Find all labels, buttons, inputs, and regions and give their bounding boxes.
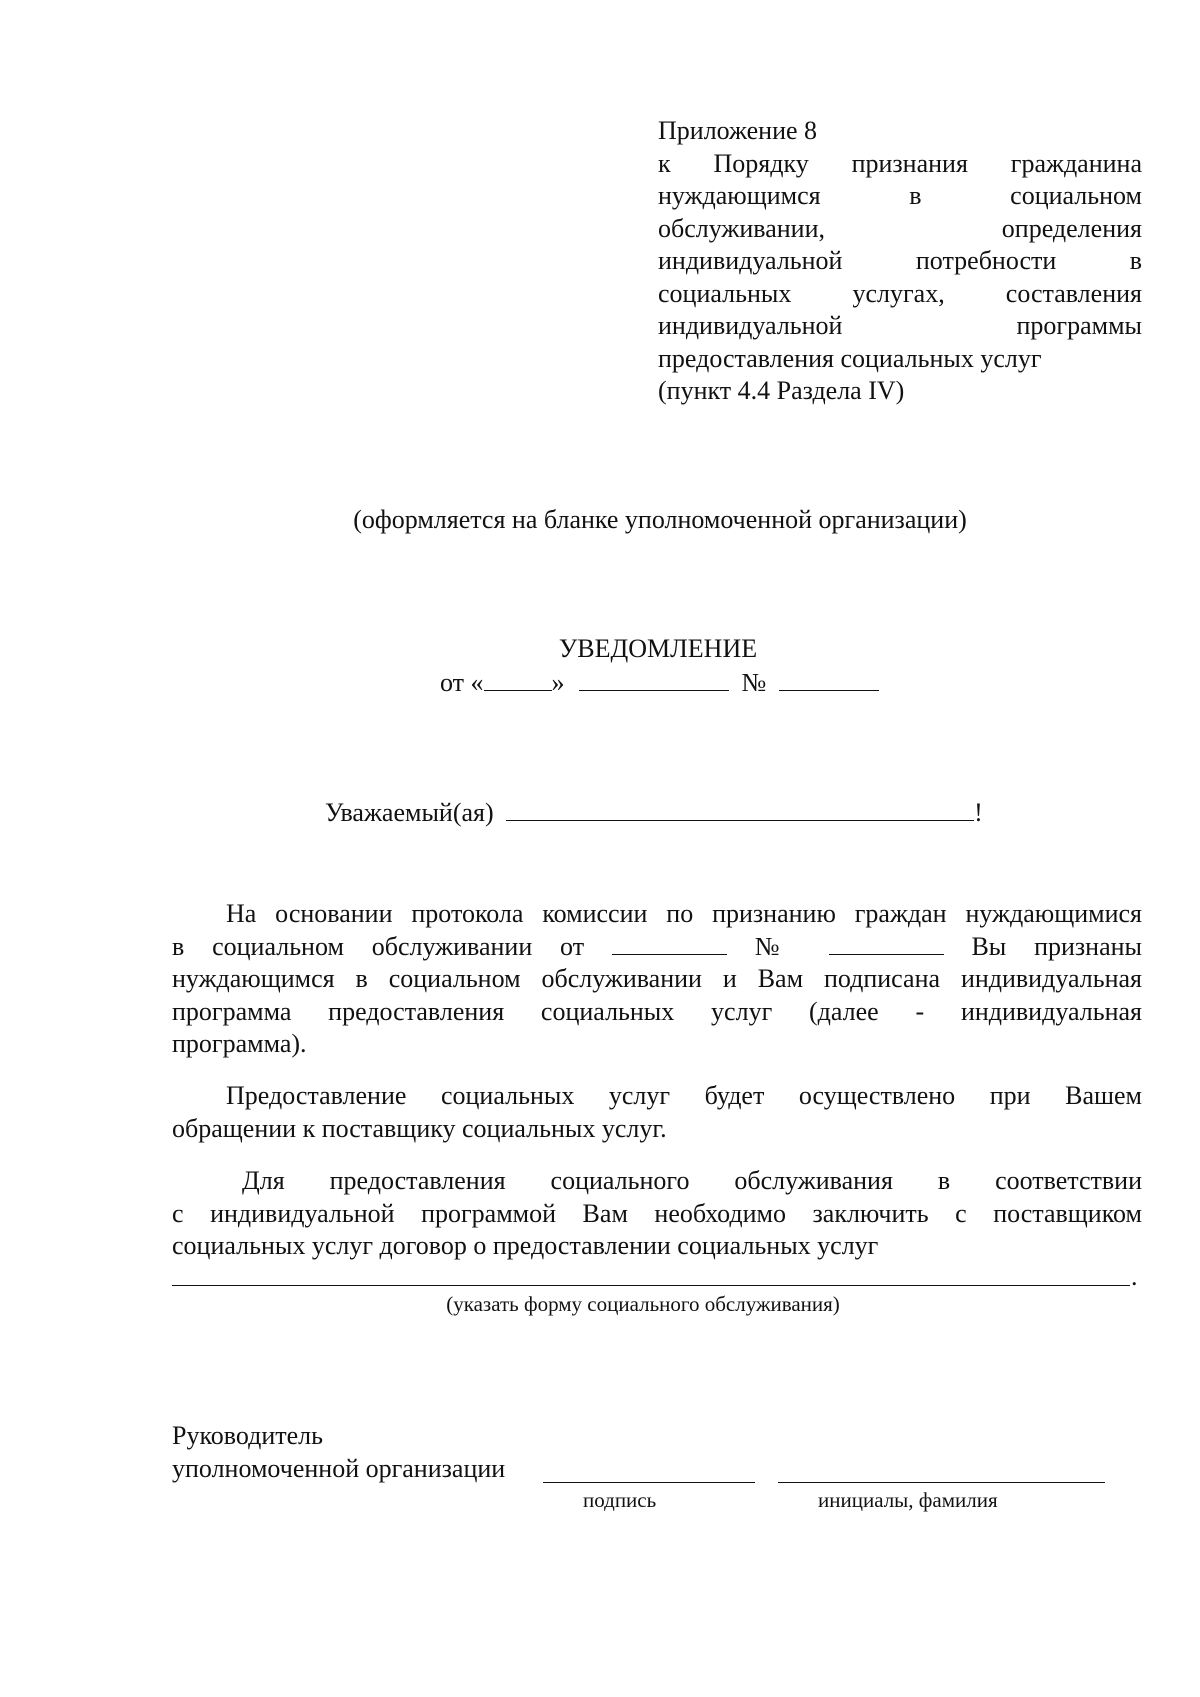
notice-number-field[interactable]: [779, 668, 879, 691]
paragraph-line: программа предоставления социальных услуг (далее - индивидуальная: [172, 996, 1142, 1026]
appendix-number: Приложение 8: [658, 116, 818, 145]
paragraph-line: На основании протокола комиссии по признанию граждан нуждающимися: [226, 899, 1142, 928]
paragraph-text: в социальном обслуживании от: [172, 931, 585, 961]
paragraph-provision: [172, 1080, 1142, 1145]
blank-note: (оформляется на бланке уполномоченной организации): [353, 505, 967, 534]
recipient-name-field[interactable]: [506, 798, 974, 821]
date-prefix: от «: [440, 668, 484, 697]
signatory-title-line: Руководитель: [172, 1421, 323, 1450]
appendix-line: предоставления социальных услуг: [658, 343, 1042, 373]
paragraph-line: нуждающимся в социальном обслуживании и Вам подписана индивидуальная: [172, 964, 1142, 993]
appendix-line: индивидуальной потребности в: [658, 246, 1142, 275]
day-field[interactable]: [484, 668, 552, 691]
date-close-quote: »: [551, 668, 565, 697]
paragraph-line: Для предоставления социального обслуживания в соответствии: [242, 1166, 1142, 1195]
number-sign: №: [754, 931, 801, 961]
appendix-header: [658, 115, 1142, 408]
signatory-title-line: уполномоченной организации: [172, 1453, 506, 1483]
number-sign: №: [741, 668, 767, 697]
protocol-date-field[interactable]: [612, 932, 727, 955]
month-year-field[interactable]: [579, 668, 729, 691]
service-form-caption: (указать форму социального обслуживания): [446, 1292, 840, 1316]
paragraph-contract: [172, 1165, 1142, 1263]
name-caption: инициалы, фамилия: [818, 1488, 998, 1512]
signature-field[interactable]: [543, 1482, 755, 1483]
greeting-line: [325, 798, 983, 828]
appendix-line: (пункт 4.4 Раздела IV): [658, 376, 905, 405]
paragraph-line: программа).: [172, 1029, 307, 1058]
appendix-line: обслуживании, определения: [658, 213, 1142, 243]
paragraph-line: Предоставление социальных услуг будет осуществлено при Вашем: [226, 1081, 1142, 1110]
greeting-suffix: !: [974, 798, 983, 827]
document-title: УВЕДОМЛЕНИЕ: [558, 634, 758, 663]
service-form-field[interactable]: [172, 1285, 1130, 1286]
appendix-line: нуждающимся в социальном: [658, 181, 1142, 210]
paragraph-line: [172, 931, 1142, 964]
appendix-line: к Порядку признания гражданина: [658, 148, 1142, 178]
paragraph-protocol: [172, 898, 1142, 1061]
form-line-period: .: [1131, 1262, 1138, 1291]
paragraph-line: с индивидуальной программой Вам необходимо заключить с поставщиком: [172, 1198, 1142, 1228]
paragraph-line: социальных услуг договор о предоставлении социальных услуг: [172, 1231, 879, 1260]
paragraph-text: Вы признаны: [971, 931, 1143, 961]
date-number-line: [440, 668, 879, 698]
paragraph-line: обращении к поставщику социальных услуг.: [172, 1113, 667, 1143]
appendix-line: индивидуальной программы: [658, 311, 1142, 340]
protocol-number-field[interactable]: [829, 932, 944, 955]
appendix-line: социальных услугах, составления: [658, 278, 1142, 308]
signatory-name-field[interactable]: [778, 1482, 1105, 1483]
signature-caption: подпись: [583, 1488, 657, 1512]
signatory-title: [172, 1420, 505, 1485]
greeting-prefix: Уважаемый(ая): [325, 798, 494, 827]
